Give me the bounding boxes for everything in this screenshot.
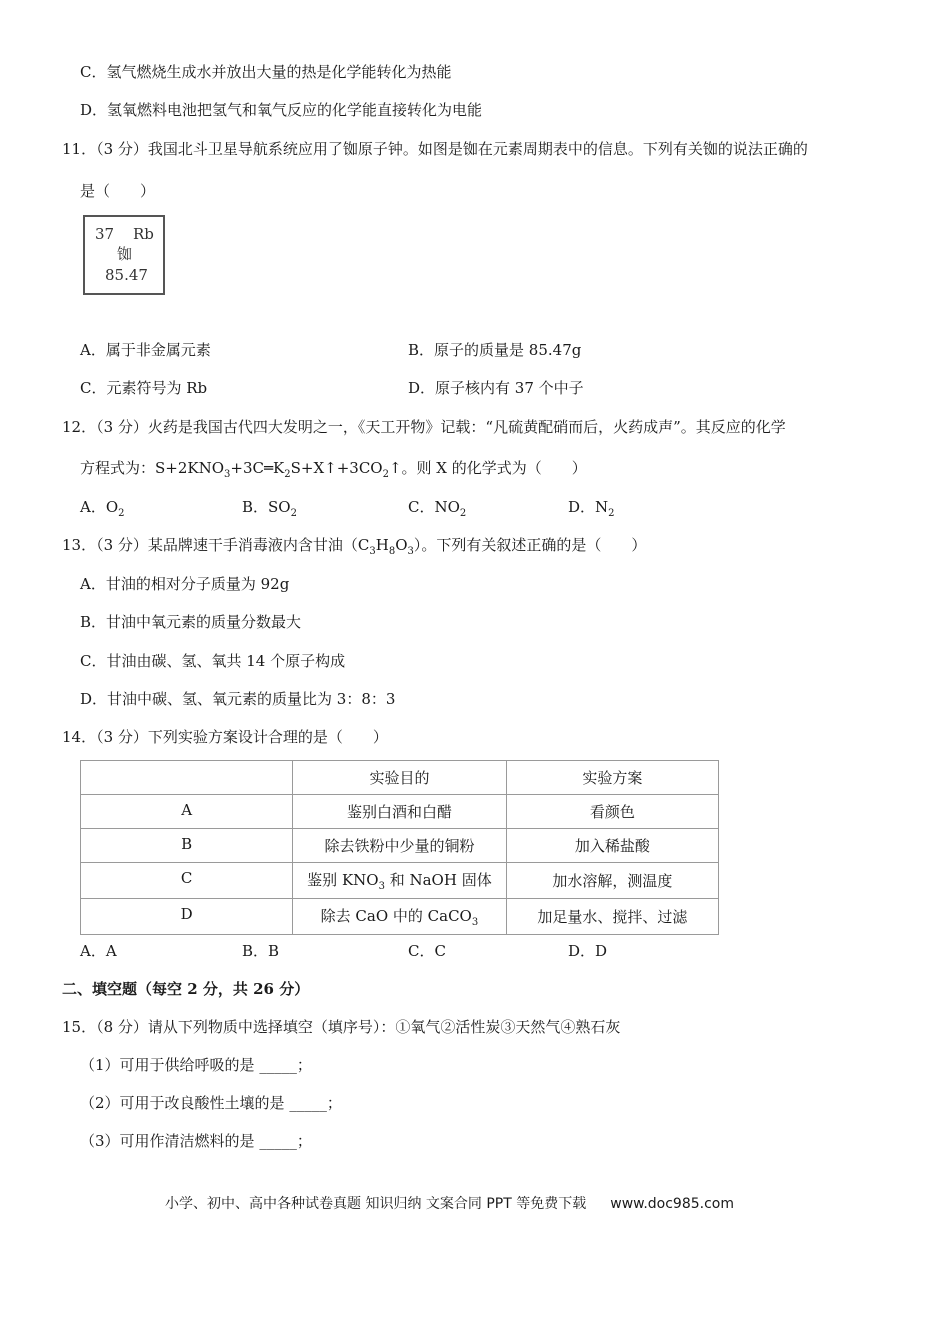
page-footer [165,1193,734,1213]
q10-option-d: D．氢氧燃料电池把氢气和氧气反应的化学能直接转化为电能 [80,101,483,119]
row-label: D [81,899,293,935]
q11-option-a: A．属于非金属元素 [80,341,211,359]
q14-option-a: A．A [80,942,117,960]
table-row [81,863,719,899]
q13-option-d: D．甘油中碳、氢、氧元素的质量比为 3：8：3 [80,690,396,708]
row-plan: 加足量水、搅拌、过滤 [506,899,718,935]
q14-stem: 14．（3 分）下列实验方案设计合理的是（ ） [62,728,388,746]
q12-option-c: C．$NO_2$ [408,498,467,519]
q12-equation: 方程式为：$S+2KNO_3+3C═K_2S+X↑+3CO_2↑$。则 X 的化学式为（ ） [80,459,587,480]
q15-sub3: （3）可用作清洁燃料的是 _____； [80,1132,312,1150]
q13-option-c: C．甘油由碳、氢、氧共 14 个原子构成 [80,652,346,670]
q11-stem-line1: 11．（3 分）我国北斗卫星导航系统应用了铷原子钟。如图是铷在元素周期表中的信息。下列有关铷的说法正确的 [62,140,808,158]
q15-sub1: （1）可用于供给呼吸的是 _____； [80,1056,312,1074]
table-header-cell [81,761,293,795]
table-row [81,899,719,935]
answer-blank[interactable]: _____ [259,1132,297,1150]
row-plan: 加入稀盐酸 [506,829,718,863]
q14-option-b: B．B [242,942,280,960]
q11-option-b: B．原子的质量是 85.47g [408,341,582,359]
q13-option-a: A．甘油的相对分子质量为 92g [80,575,290,593]
q14-option-c: C．C [408,942,446,960]
q13-stem: 13．（3 分）某品牌速干手消毒液内含甘油$(C_3H_8O_3)$。下列有关叙述正确的是（ ） [62,536,647,557]
q11-option-c: C．元素符号为 Rb [80,379,208,397]
q14-option-d: D．D [568,942,608,960]
element-card-rubidium [83,215,165,295]
q12-option-a: A．$O_2$ [80,498,125,519]
q11-option-d: D．原子核内有 37 个中子 [408,379,584,397]
element-name: 铷 [117,245,133,263]
row-label: A [81,795,293,829]
table-row [81,795,719,829]
q11-stem-line2: 是（ ） [80,182,156,200]
row-plan: 看颜色 [506,795,718,829]
q12-option-d: D．$N_2$ [568,498,615,519]
q12-option-b: B．$SO_2$ [242,498,297,519]
answer-blank[interactable]: _____ [259,1056,297,1074]
row-label: C [81,863,293,899]
table-row [81,829,719,863]
element-symbol: Rb [133,225,154,243]
q15-sub2: （2）可用于改良酸性土壤的是 _____； [80,1094,342,1112]
row-purpose: 鉴别白酒和白醋 [293,795,506,829]
table-header-cell: 实验目的 [293,761,506,795]
q12-stem-line1: 12．（3 分）火药是我国古代四大发明之一，《天工开物》记载：“凡硫黄配硝而后，火药成声”。其反应的化学 [62,418,786,436]
q13-option-b: B．甘油中氧元素的质量分数最大 [80,613,302,631]
row-plan: 加水溶解，测温度 [506,863,718,899]
section-heading: 二、填空题（每空 2 分，共 26 分） [62,980,310,998]
table-header-row [81,761,719,795]
row-purpose: 除去 CaO 中的 CaCO$_3$ [293,899,506,935]
q15-stem: 15．（8 分）请从下列物质中选择填空（填序号）：①氧气②活性炭③天然气④熟石灰 [62,1018,621,1036]
q10-option-c: C．氢气燃烧生成水并放出大量的热是化学能转化为热能 [80,63,452,81]
row-purpose: 鉴别 $KNO_3$ 和 NaOH 固体 [293,863,506,899]
row-purpose: 除去铁粉中少量的铜粉 [293,829,506,863]
element-atomic-mass: 85.47 [105,266,148,284]
row-label: B [81,829,293,863]
answer-blank[interactable]: _____ [289,1094,327,1112]
table-header-cell: 实验方案 [506,761,718,795]
element-atomic-number: 37 [95,225,115,243]
experiment-table [80,760,719,935]
footer-link[interactable]: www.doc985.com [610,1196,734,1212]
footer-text: 小学、初中、高中各种试卷真题 知识归纳 文案合同 PPT 等免费下载 [165,1196,587,1212]
